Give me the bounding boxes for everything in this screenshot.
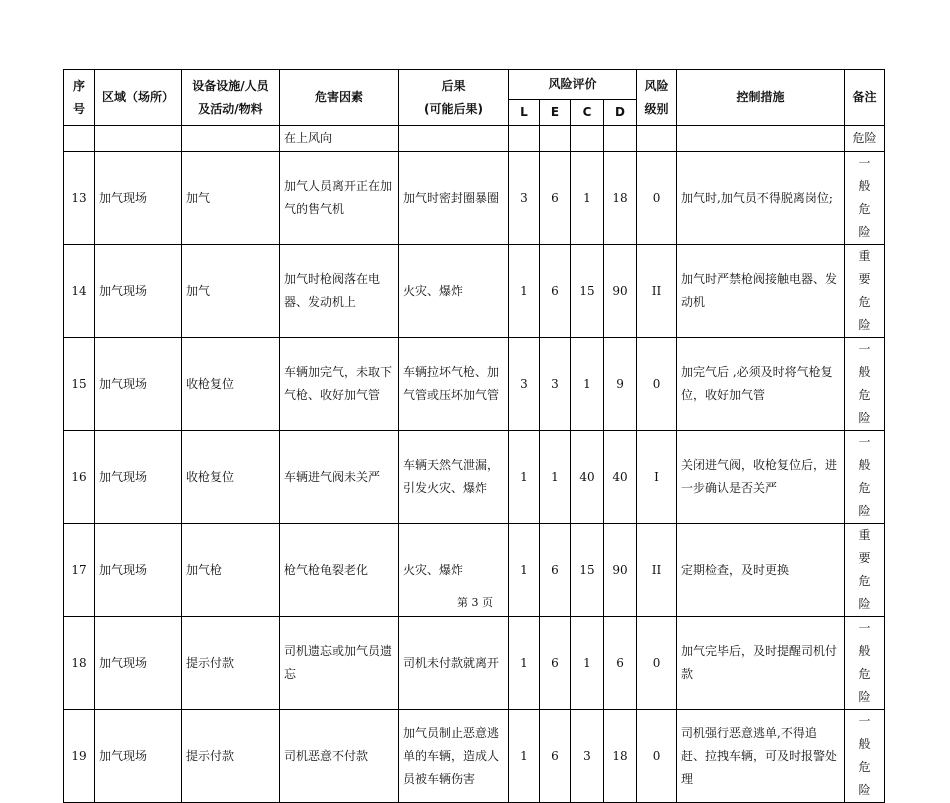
cell-hazard: 车辆进气阀未关严 — [280, 431, 399, 524]
cell-level: 0 — [637, 152, 677, 245]
cell-no: 13 — [64, 152, 95, 245]
cell-no: 14 — [64, 245, 95, 338]
cell-consequence: 司机未付款就离开 — [399, 617, 509, 710]
header-E: E — [540, 100, 571, 126]
cell-control: 加气时严禁枪阀接触电器、发动机 — [677, 245, 845, 338]
cell-D — [604, 126, 637, 152]
cell-remark: 一般危险 — [845, 617, 885, 710]
header-consequence-line1: 后果 — [441, 78, 466, 93]
cell-D: 18 — [604, 152, 637, 245]
continuation-row — [64, 126, 885, 152]
cell-D: 40 — [604, 431, 637, 524]
cell-hazard: 司机恶意不付款 — [280, 710, 399, 803]
cell-E: 6 — [540, 152, 571, 245]
cell-control: 司机强行恶意逃单,不得追赶、拉拽车辆，可及时报警处理 — [677, 710, 845, 803]
cell-C: 1 — [571, 617, 604, 710]
cell-L — [509, 126, 540, 152]
cell-equipment: 加气 — [182, 152, 280, 245]
header-equipment-line1: 设备设施/人员 — [192, 78, 269, 93]
cell-L: 1 — [509, 245, 540, 338]
table-row — [64, 245, 885, 338]
cell-equipment: 加气枪 — [182, 524, 280, 617]
cell-level — [637, 126, 677, 152]
header-no-top: 序 — [72, 78, 85, 93]
cell-area: 加气现场 — [95, 617, 182, 710]
cell-equipment: 加气 — [182, 245, 280, 338]
cell-hazard: 在上风向 — [280, 126, 399, 152]
header-equipment — [182, 70, 280, 126]
cell-level: 0 — [637, 338, 677, 431]
cell-no: 16 — [64, 431, 95, 524]
cell-consequence: 加气时密封圈暴圈 — [399, 152, 509, 245]
header-D: D — [604, 100, 637, 126]
cell-C: 3 — [571, 710, 604, 803]
header-C: C — [571, 100, 604, 126]
cell-hazard: 车辆加完气，未取下气枪、收好加气管 — [280, 338, 399, 431]
cell-L: 1 — [509, 524, 540, 617]
cell-D: 9 — [604, 338, 637, 431]
cell-L: 3 — [509, 152, 540, 245]
cell-remark: 一般危险 — [845, 431, 885, 524]
cell-hazard: 枪气枪龟裂老化 — [280, 524, 399, 617]
header-area: 区域（场所） — [95, 70, 182, 126]
header-no-bottom: 号 — [72, 101, 85, 116]
cell-C: 1 — [571, 338, 604, 431]
cell-C — [571, 126, 604, 152]
cell-C: 15 — [571, 245, 604, 338]
cell-level: 0 — [637, 710, 677, 803]
risk-assessment-table — [63, 69, 885, 803]
cell-no: 18 — [64, 617, 95, 710]
cell-consequence: 火灾、爆炸 — [399, 245, 509, 338]
cell-control: 加气完毕后，及时提醒司机付款 — [677, 617, 845, 710]
cell-equipment: 提示付款 — [182, 710, 280, 803]
page-number: 第 3 页 — [457, 596, 493, 609]
header-level — [637, 70, 677, 126]
cell-D: 6 — [604, 617, 637, 710]
cell-level: I — [637, 431, 677, 524]
cell-area: 加气现场 — [95, 524, 182, 617]
cell-no — [64, 126, 95, 152]
cell-level: II — [637, 524, 677, 617]
cell-remark: 危险 — [845, 126, 885, 152]
cell-remark: 重要危险 — [845, 245, 885, 338]
cell-hazard: 司机遗忘或加气员遗忘 — [280, 617, 399, 710]
header-remark: 备注 — [845, 70, 885, 126]
cell-remark: 一般危险 — [845, 710, 885, 803]
cell-remark: 重要危险 — [845, 524, 885, 617]
cell-control: 加气时,加气员不得脱离岗位; — [677, 152, 845, 245]
cell-equipment: 收枪复位 — [182, 338, 280, 431]
table-row — [64, 338, 885, 431]
cell-area: 加气现场 — [95, 152, 182, 245]
cell-consequence: 加气员制止恶意逃单的车辆，造成人员被车辆伤害 — [399, 710, 509, 803]
cell-area — [95, 126, 182, 152]
cell-C: 1 — [571, 152, 604, 245]
table-row — [64, 431, 885, 524]
cell-E: 6 — [540, 710, 571, 803]
cell-level: II — [637, 245, 677, 338]
header-risk-eval: 风险评价 — [509, 70, 637, 100]
header-consequence-line2: (可能后果) — [424, 101, 483, 116]
cell-L: 1 — [509, 710, 540, 803]
cell-equipment: 提示付款 — [182, 617, 280, 710]
cell-E: 6 — [540, 617, 571, 710]
cell-consequence — [399, 126, 509, 152]
cell-consequence: 车辆拉坏气枪、加气管或压坏加气管 — [399, 338, 509, 431]
cell-E — [540, 126, 571, 152]
table-row — [64, 710, 885, 803]
cell-equipment — [182, 126, 280, 152]
header-level-bottom: 级别 — [644, 101, 669, 116]
cell-E: 3 — [540, 338, 571, 431]
cell-remark: 一般危险 — [845, 338, 885, 431]
cell-area: 加气现场 — [95, 245, 182, 338]
cell-E: 6 — [540, 245, 571, 338]
cell-L: 1 — [509, 617, 540, 710]
table-row — [64, 152, 885, 245]
cell-remark: 一般危险 — [845, 152, 885, 245]
cell-area: 加气现场 — [95, 710, 182, 803]
cell-E: 6 — [540, 524, 571, 617]
cell-no: 17 — [64, 524, 95, 617]
cell-D: 18 — [604, 710, 637, 803]
cell-equipment: 收枪复位 — [182, 431, 280, 524]
cell-hazard: 加气时枪阀落在电器、发动机上 — [280, 245, 399, 338]
header-L: L — [509, 100, 540, 126]
cell-no: 19 — [64, 710, 95, 803]
cell-L: 3 — [509, 338, 540, 431]
table-row — [64, 617, 885, 710]
cell-area: 加气现场 — [95, 431, 182, 524]
cell-consequence: 车辆天然气泄漏，引发火灾、爆炸 — [399, 431, 509, 524]
cell-C: 40 — [571, 431, 604, 524]
header-control: 控制措施 — [677, 70, 845, 126]
cell-C: 15 — [571, 524, 604, 617]
header-consequence — [399, 70, 509, 126]
cell-level: 0 — [637, 617, 677, 710]
cell-consequence: 火灾、爆炸 — [399, 524, 509, 617]
cell-control — [677, 126, 845, 152]
cell-hazard: 加气人员离开正在加气的售气机 — [280, 152, 399, 245]
cell-D: 90 — [604, 524, 637, 617]
cell-control: 加完气后 ,必须及时将气枪复位，收好加气管 — [677, 338, 845, 431]
cell-E: 1 — [540, 431, 571, 524]
cell-control: 关闭进气阀，收枪复位后，进一步确认是否关严 — [677, 431, 845, 524]
cell-no: 15 — [64, 338, 95, 431]
table-body — [64, 152, 885, 803]
header-no — [64, 70, 95, 126]
header-hazard: 危害因素 — [280, 70, 399, 126]
cell-control: 定期检查，及时更换 — [677, 524, 845, 617]
cell-D: 90 — [604, 245, 637, 338]
cell-L: 1 — [509, 431, 540, 524]
header-level-top: 风险 — [644, 78, 669, 93]
cell-area: 加气现场 — [95, 338, 182, 431]
header-equipment-line2: 及活动/物料 — [198, 101, 263, 116]
